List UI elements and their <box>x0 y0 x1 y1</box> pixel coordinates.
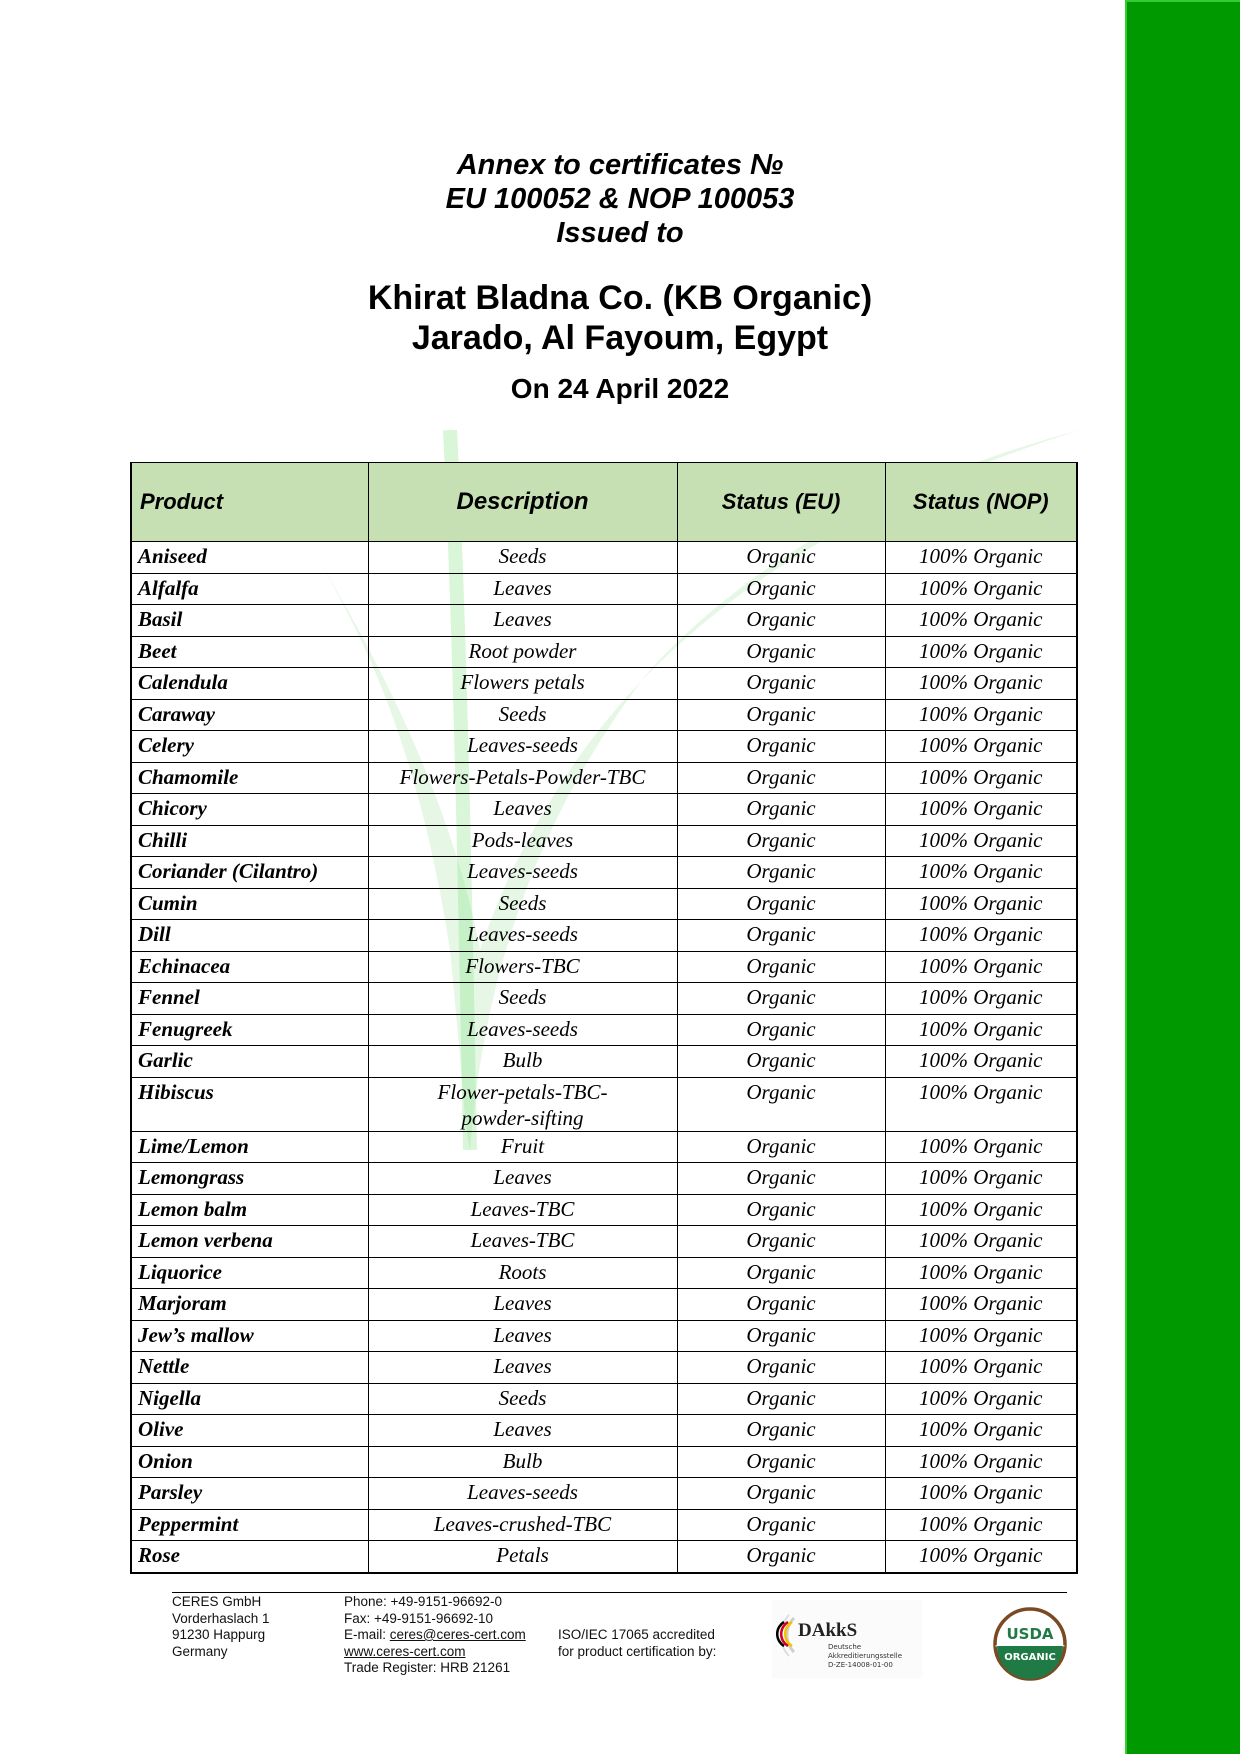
accreditation-line1: ISO/IEC 17065 accredited <box>558 1627 715 1642</box>
cell-description: Flowers-Petals-Powder-TBC <box>368 762 677 794</box>
table-row <box>131 1131 1077 1163</box>
cell-product: Lemongrass <box>131 1163 368 1195</box>
table-row <box>131 1289 1077 1321</box>
table-row <box>131 1320 1077 1352</box>
cell-description: Pods-leaves <box>368 825 677 857</box>
cell-product: Liquorice <box>131 1257 368 1289</box>
cell-description: Leaves-TBC <box>368 1226 677 1258</box>
cell-status-eu: Organic <box>677 1194 885 1226</box>
cell-product: Cumin <box>131 888 368 920</box>
table-row <box>131 1226 1077 1258</box>
footer-trade-register: Trade Register: HRB 21261 <box>344 1660 511 1675</box>
cell-description: Bulb <box>368 1446 677 1478</box>
cell-product: Dill <box>131 920 368 952</box>
table-row <box>131 1446 1077 1478</box>
column-header-status-eu: Status (EU) <box>677 463 885 542</box>
cell-status-eu: Organic <box>677 1383 885 1415</box>
table-row <box>131 1046 1077 1078</box>
footer-divider <box>172 1592 1067 1593</box>
cell-status-nop: 100% Organic <box>885 1415 1077 1447</box>
cell-product: Garlic <box>131 1046 368 1078</box>
cell-product: Onion <box>131 1446 368 1478</box>
usda-organic-seal <box>992 1606 1068 1682</box>
table-row <box>131 1014 1077 1046</box>
cell-product: Fennel <box>131 983 368 1015</box>
cell-status-nop: 100% Organic <box>885 605 1077 637</box>
annex-title-line1: Annex to certificates № <box>456 149 784 181</box>
cell-description: Leaves-seeds <box>368 1014 677 1046</box>
footer-accreditation <box>558 1627 716 1660</box>
column-header-description: Description <box>368 463 677 542</box>
table-row <box>131 1541 1077 1573</box>
cell-description: Petals <box>368 1541 677 1573</box>
accreditation-line2: for product certification by: <box>558 1643 717 1659</box>
cell-status-nop: 100% Organic <box>885 825 1077 857</box>
cell-description: Leaves-seeds <box>368 857 677 889</box>
cell-description: Leaves-TBC <box>368 1194 677 1226</box>
cell-product: Aniseed <box>131 542 368 574</box>
cell-status-nop: 100% Organic <box>885 542 1077 574</box>
cell-description: Fruit <box>368 1131 677 1163</box>
footer-contact <box>344 1594 526 1677</box>
cell-product: Jew’s mallow <box>131 1320 368 1352</box>
cell-description: Flower-petals-TBC-powder-sifting <box>368 1077 677 1131</box>
table-row <box>131 825 1077 857</box>
cell-status-eu: Organic <box>677 1046 885 1078</box>
cell-description: Seeds <box>368 699 677 731</box>
cell-product: Celery <box>131 731 368 763</box>
cell-product: Olive <box>131 1415 368 1447</box>
table-row <box>131 1509 1077 1541</box>
footer-city: 91230 Happurg <box>172 1627 266 1642</box>
column-header-product: Product <box>131 463 368 542</box>
footer-country: Germany <box>172 1643 228 1659</box>
cell-product: Fenugreek <box>131 1014 368 1046</box>
cell-status-nop: 100% Organic <box>885 1163 1077 1195</box>
dakks-line1: Deutsche <box>828 1643 862 1651</box>
cell-status-nop: 100% Organic <box>885 731 1077 763</box>
cell-status-eu: Organic <box>677 1446 885 1478</box>
cell-product: Chicory <box>131 794 368 826</box>
cell-description: Seeds <box>368 888 677 920</box>
cell-product: Beet <box>131 636 368 668</box>
cell-status-nop: 100% Organic <box>885 1014 1077 1046</box>
cell-product: Parsley <box>131 1478 368 1510</box>
dakks-line2: Akkreditierungsstelle <box>828 1652 903 1660</box>
footer-address <box>172 1594 270 1660</box>
side-green-bar <box>1125 0 1240 1754</box>
cell-description: Leaves-crushed-TBC <box>368 1509 677 1541</box>
cell-status-eu: Organic <box>677 731 885 763</box>
cell-product: Nigella <box>131 1383 368 1415</box>
cell-status-eu: Organic <box>677 1415 885 1447</box>
cell-status-eu: Organic <box>677 605 885 637</box>
cell-status-nop: 100% Organic <box>885 573 1077 605</box>
cell-product: Echinacea <box>131 951 368 983</box>
cell-product: Chilli <box>131 825 368 857</box>
cell-description: Root powder <box>368 636 677 668</box>
table-header-row <box>131 463 1077 542</box>
table-row <box>131 1194 1077 1226</box>
cell-description: Leaves <box>368 605 677 637</box>
cell-product: Basil <box>131 605 368 637</box>
cell-status-nop: 100% Organic <box>885 762 1077 794</box>
cell-description: Seeds <box>368 1383 677 1415</box>
table-row <box>131 951 1077 983</box>
cell-product: Caraway <box>131 699 368 731</box>
cell-description: Leaves <box>368 1163 677 1195</box>
cell-status-nop: 100% Organic <box>885 1320 1077 1352</box>
cell-status-eu: Organic <box>677 1509 885 1541</box>
cell-status-nop: 100% Organic <box>885 794 1077 826</box>
cell-status-eu: Organic <box>677 1257 885 1289</box>
table-row <box>131 857 1077 889</box>
cell-description: Leaves <box>368 573 677 605</box>
cell-status-eu: Organic <box>677 762 885 794</box>
cell-status-eu: Organic <box>677 636 885 668</box>
footer-email-line <box>344 1627 526 1644</box>
table-row <box>131 1352 1077 1384</box>
dakks-logo <box>772 1600 922 1678</box>
cell-status-nop: 100% Organic <box>885 1446 1077 1478</box>
cell-status-eu: Organic <box>677 1014 885 1046</box>
cell-status-eu: Organic <box>677 1541 885 1573</box>
cell-status-eu: Organic <box>677 951 885 983</box>
table-row <box>131 1383 1077 1415</box>
cell-status-eu: Organic <box>677 1077 885 1131</box>
cell-description: Flowers-TBC <box>368 951 677 983</box>
footer-fax: Fax: +49-9151-96692-10 <box>344 1610 493 1626</box>
cell-description: Leaves <box>368 1320 677 1352</box>
cell-product: Lemon verbena <box>131 1226 368 1258</box>
table-body <box>131 542 1077 1573</box>
cell-status-nop: 100% Organic <box>885 951 1077 983</box>
table-row <box>131 888 1077 920</box>
cell-description: Leaves <box>368 794 677 826</box>
cell-description: Leaves <box>368 1352 677 1384</box>
table-row <box>131 1163 1077 1195</box>
usda-seal-top: USDA <box>1006 1625 1054 1643</box>
cell-status-nop: 100% Organic <box>885 699 1077 731</box>
issue-date: On 24 April 2022 <box>510 373 730 404</box>
table-row <box>131 920 1077 952</box>
cell-status-nop: 100% Organic <box>885 636 1077 668</box>
cell-description: Leaves <box>368 1415 677 1447</box>
cell-description: Leaves-seeds <box>368 920 677 952</box>
cell-description: Seeds <box>368 542 677 574</box>
table-row <box>131 636 1077 668</box>
cell-product: Calendula <box>131 668 368 700</box>
cell-status-nop: 100% Organic <box>885 857 1077 889</box>
cell-status-eu: Organic <box>677 825 885 857</box>
dakks-name: DAkkS <box>798 1620 858 1641</box>
cell-status-eu: Organic <box>677 1131 885 1163</box>
annex-title-line3: Issued to <box>556 217 684 249</box>
footer-street: Vorderhaslach 1 <box>172 1610 270 1626</box>
table-row <box>131 731 1077 763</box>
cell-status-eu: Organic <box>677 1163 885 1195</box>
footer-email-label: E-mail: <box>344 1627 390 1642</box>
cell-status-eu: Organic <box>677 920 885 952</box>
products-table <box>130 462 1078 1574</box>
cell-product: Hibiscus <box>131 1077 368 1131</box>
cell-status-nop: 100% Organic <box>885 983 1077 1015</box>
cell-product: Nettle <box>131 1352 368 1384</box>
cell-description: Leaves <box>368 1289 677 1321</box>
table-row <box>131 605 1077 637</box>
cell-status-eu: Organic <box>677 1320 885 1352</box>
cell-status-eu: Organic <box>677 1478 885 1510</box>
cell-status-eu: Organic <box>677 668 885 700</box>
table-row <box>131 573 1077 605</box>
cell-product: Peppermint <box>131 1509 368 1541</box>
table-row <box>131 794 1077 826</box>
cell-status-nop: 100% Organic <box>885 888 1077 920</box>
cell-product: Coriander (Cilantro) <box>131 857 368 889</box>
footer-company: CERES GmbH <box>172 1594 262 1609</box>
table-row <box>131 1478 1077 1510</box>
cell-status-eu: Organic <box>677 1352 885 1384</box>
table-row <box>131 699 1077 731</box>
cell-status-nop: 100% Organic <box>885 1541 1077 1573</box>
cell-description: Seeds <box>368 983 677 1015</box>
table-row <box>131 762 1077 794</box>
cell-status-nop: 100% Organic <box>885 1131 1077 1163</box>
footer-website-link[interactable]: www.ceres-cert.com <box>344 1643 466 1659</box>
cell-description: Roots <box>368 1257 677 1289</box>
footer-email-link[interactable]: ceres@ceres-cert.com <box>389 1627 526 1642</box>
cell-status-nop: 100% Organic <box>885 1226 1077 1258</box>
cell-description: Bulb <box>368 1046 677 1078</box>
cell-status-eu: Organic <box>677 573 885 605</box>
cell-status-nop: 100% Organic <box>885 1352 1077 1384</box>
company-name: Khirat Bladna Co. (KB Organic) <box>367 279 873 317</box>
table-row <box>131 1257 1077 1289</box>
cell-status-nop: 100% Organic <box>885 1257 1077 1289</box>
company-location: Jarado, Al Fayoum, Egypt <box>411 319 829 357</box>
table-row <box>131 668 1077 700</box>
table-row <box>131 983 1077 1015</box>
cell-product: Marjoram <box>131 1289 368 1321</box>
cell-status-eu: Organic <box>677 857 885 889</box>
usda-seal-bottom: ORGANIC <box>1004 1652 1056 1663</box>
cell-product: Rose <box>131 1541 368 1573</box>
cell-status-nop: 100% Organic <box>885 1289 1077 1321</box>
cell-product: Alfalfa <box>131 573 368 605</box>
footer-phone: Phone: +49-9151-96692-0 <box>344 1594 503 1609</box>
cell-status-nop: 100% Organic <box>885 668 1077 700</box>
cell-status-nop: 100% Organic <box>885 1509 1077 1541</box>
annex-title-line2: EU 100052 & NOP 100053 <box>445 183 795 215</box>
cell-status-eu: Organic <box>677 794 885 826</box>
cell-product: Lemon balm <box>131 1194 368 1226</box>
cell-status-nop: 100% Organic <box>885 1383 1077 1415</box>
cell-status-nop: 100% Organic <box>885 1478 1077 1510</box>
table-row <box>131 1077 1077 1131</box>
cell-status-nop: 100% Organic <box>885 1077 1077 1131</box>
cell-status-eu: Organic <box>677 1226 885 1258</box>
cell-status-eu: Organic <box>677 542 885 574</box>
cell-status-nop: 100% Organic <box>885 920 1077 952</box>
cell-status-nop: 100% Organic <box>885 1046 1077 1078</box>
cell-description: Leaves-seeds <box>368 731 677 763</box>
cell-status-eu: Organic <box>677 699 885 731</box>
table-row <box>131 1415 1077 1447</box>
cell-product: Lime/Lemon <box>131 1131 368 1163</box>
cell-status-nop: 100% Organic <box>885 1194 1077 1226</box>
cell-description: Leaves-seeds <box>368 1478 677 1510</box>
cell-product: Chamomile <box>131 762 368 794</box>
cell-status-eu: Organic <box>677 983 885 1015</box>
dakks-line3: D-ZE-14008-01-00 <box>828 1661 893 1669</box>
cell-status-eu: Organic <box>677 1289 885 1321</box>
cell-description: Flowers petals <box>368 668 677 700</box>
cell-status-eu: Organic <box>677 888 885 920</box>
table-row <box>131 542 1077 574</box>
column-header-status-nop: Status (NOP) <box>885 463 1077 542</box>
